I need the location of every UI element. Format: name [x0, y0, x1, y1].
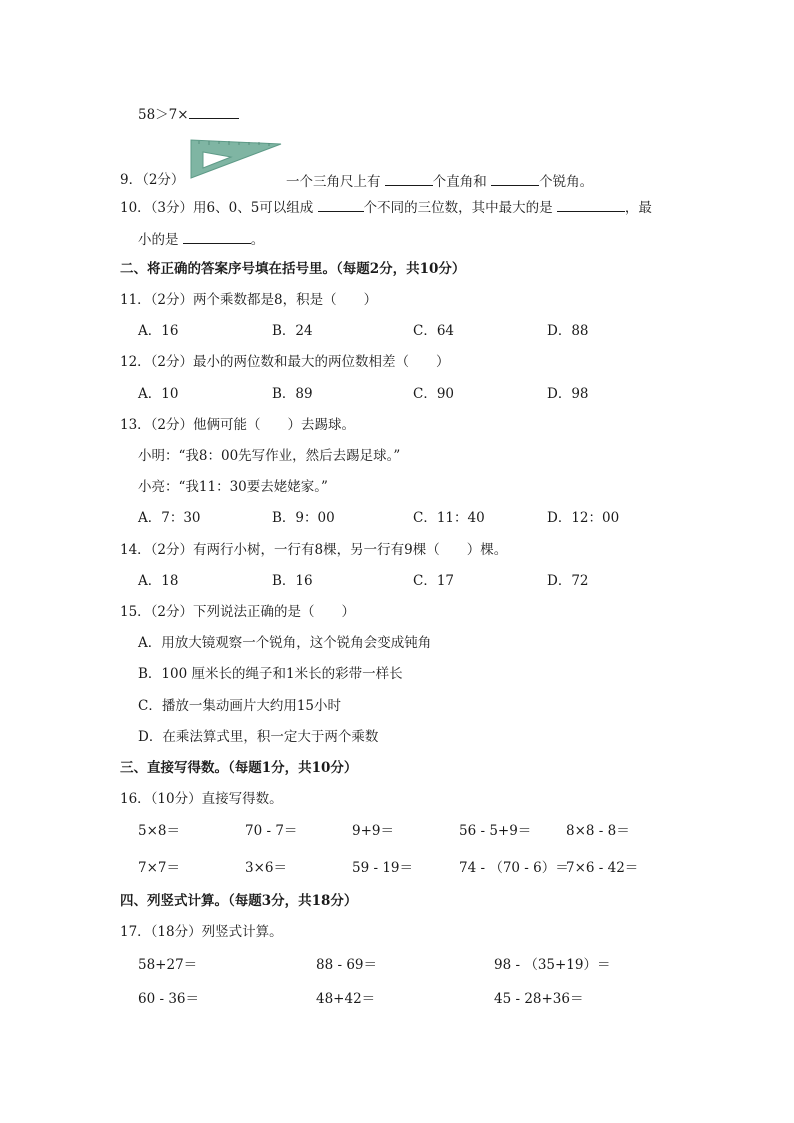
- q13-xiaoming: 小明：“我8：00先写作业，然后去踢足球。”: [138, 448, 401, 464]
- q16-item: 56 - 5+9＝: [459, 823, 532, 839]
- q16-stem: 16．（10分）直接写得数。: [120, 791, 283, 807]
- q16-item: 59 - 19＝: [352, 860, 414, 876]
- q9-blank-acute-angles[interactable]: [491, 171, 539, 186]
- q9-blank-right-angles[interactable]: [385, 171, 433, 186]
- q17-item: 88 - 69＝: [316, 957, 378, 973]
- q17-item: 58+27＝: [138, 957, 198, 973]
- q13-stem: 13．（2分）他俩可能（ ）去踢球。: [120, 417, 356, 433]
- section-3-title: 三、直接写得数。（每题1分，共10分）: [120, 760, 358, 776]
- q9-text: 一个三角尺上有 个直角和 个锐角。: [286, 171, 593, 191]
- set-square-icon: [189, 138, 283, 180]
- q14-option-c[interactable]: C．17: [413, 573, 455, 589]
- q13-xiaoliang: 小亮：“我11：30要去姥姥家。”: [138, 479, 328, 495]
- q15-option-a[interactable]: A．用放大镜观察一个锐角，这个锐角会变成钝角: [138, 635, 432, 651]
- q16-item: 9+9＝: [352, 823, 394, 839]
- q17-item: 98 - （35+19）＝: [494, 957, 611, 973]
- q16-item: 7×7＝: [138, 860, 180, 876]
- q16-item: 8×8 - 8＝: [566, 823, 630, 839]
- q15-option-d[interactable]: D．在乘法算式里，积一定大于两个乘数: [138, 729, 379, 745]
- q14-option-b[interactable]: B．16: [272, 573, 313, 589]
- q16-item: 5×8＝: [138, 823, 180, 839]
- q14-option-a[interactable]: A．18: [138, 573, 179, 589]
- q12-stem: 12．（2分）最小的两位数和最大的两位数相差（ ）: [120, 354, 450, 370]
- q15-option-c[interactable]: C．播放一集动画片大约用15小时: [138, 698, 342, 714]
- q10-blank-count[interactable]: [318, 197, 364, 212]
- q16-item: 7×6 - 42＝: [566, 860, 639, 876]
- q15-option-b[interactable]: B．100 厘米长的绳子和1米长的彩带一样长: [138, 666, 403, 682]
- q15-stem: 15．（2分）下列说法正确的是（ ）: [120, 604, 356, 620]
- q10-blank-min[interactable]: [183, 229, 251, 244]
- q13-option-c[interactable]: C．11：40: [413, 510, 485, 526]
- q17-stem: 17．（18分）列竖式计算。: [120, 924, 283, 940]
- q11-option-d[interactable]: D．88: [547, 323, 589, 339]
- q12-option-b[interactable]: B．89: [272, 386, 313, 402]
- q12-option-a[interactable]: A．10: [138, 386, 179, 402]
- q16-item: 74 - （70 - 6）＝: [459, 860, 569, 876]
- q17-item: 48+42＝: [316, 991, 376, 1007]
- q16-item: 70 - 7＝: [245, 823, 298, 839]
- q17-item: 60 - 36＝: [138, 991, 200, 1007]
- q10-line2: 小的是 。: [138, 229, 264, 249]
- q11-stem: 11．（2分）两个乘数都是8，积是（ ）: [120, 292, 378, 308]
- section-4-title: 四、列竖式计算。（每题3分，共18分）: [120, 893, 358, 909]
- section-2-title: 二、将正确的答案序号填在括号里。（每题2分，共10分）: [120, 261, 466, 277]
- q14-option-d[interactable]: D．72: [547, 573, 589, 589]
- q13-option-d[interactable]: D．12：00: [547, 510, 620, 526]
- q11-option-a[interactable]: A．16: [138, 323, 179, 339]
- q10-blank-max[interactable]: [557, 197, 625, 212]
- q13-option-b[interactable]: B．9：00: [272, 510, 335, 526]
- q8-expression: 58＞7×: [138, 104, 239, 124]
- q11-option-c[interactable]: C．64: [413, 323, 455, 339]
- q17-item: 45 - 28+36＝: [494, 991, 584, 1007]
- q9-number: 9．（2分）: [120, 172, 185, 188]
- q14-stem: 14．（2分）有两行小树，一行有8棵，另一行有9棵（ ）棵。: [120, 542, 508, 558]
- q11-option-b[interactable]: B．24: [272, 323, 313, 339]
- q12-option-c[interactable]: C．90: [413, 386, 455, 402]
- q8-answer-blank[interactable]: [189, 104, 239, 119]
- q10-line1: 10．（3分）用6、0、5可以组成 个不同的三位数，其中最大的是 ，最: [120, 197, 652, 217]
- q16-item: 3×6＝: [245, 860, 287, 876]
- q12-option-d[interactable]: D．98: [547, 386, 589, 402]
- q13-option-a[interactable]: A．7：30: [138, 510, 201, 526]
